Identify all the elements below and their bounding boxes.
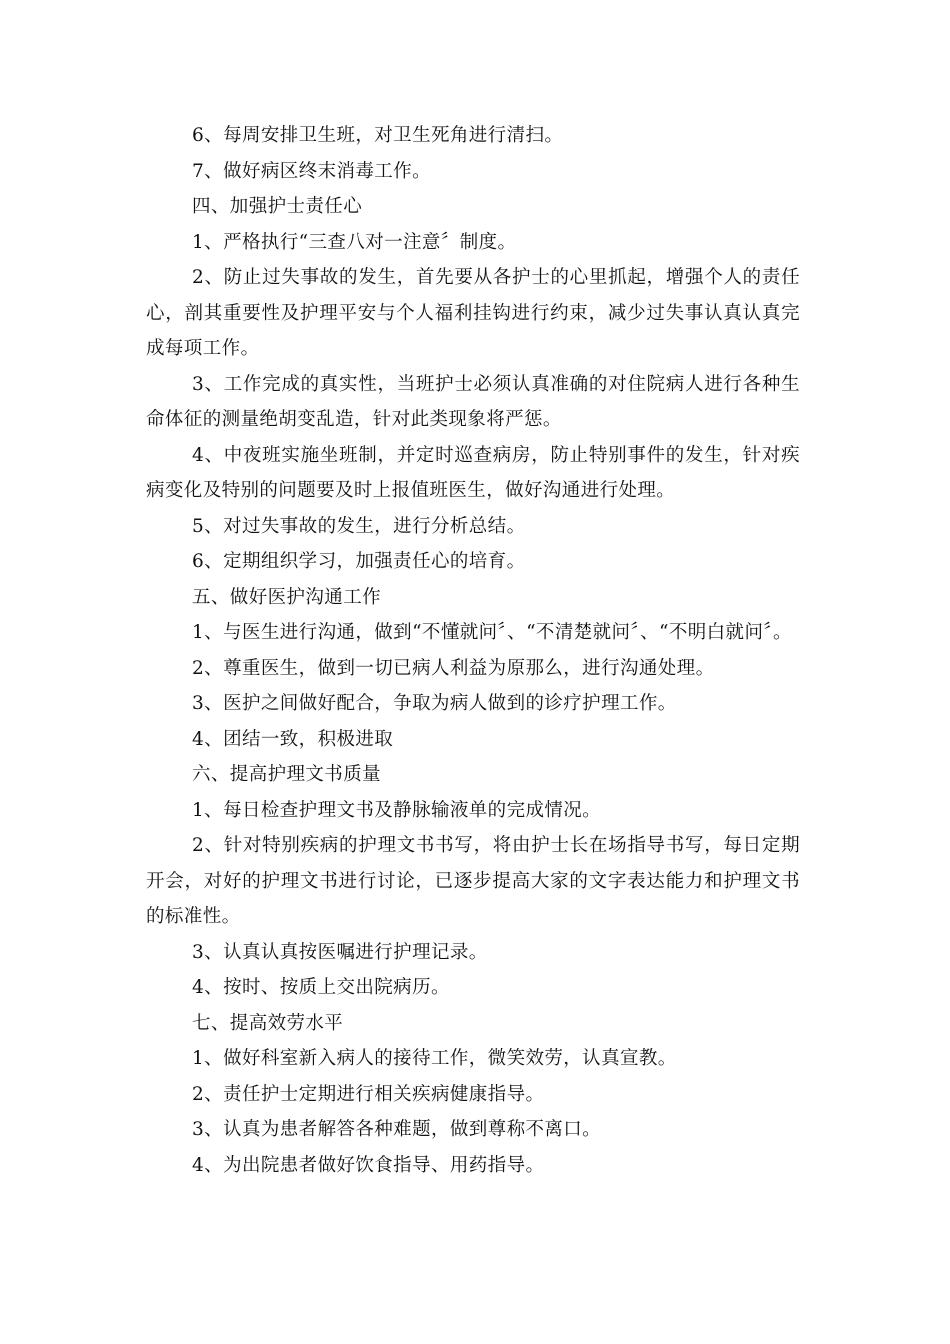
paragraph: 3、认真为患者解答各种难题，做到尊称不离口。 [192,1119,602,1140]
paragraph: 4、中夜班实施坐班制，并定时巡查病房，防止特别事件的发生，针对疾病变化及特别的问题要及时上报值班医生，做好沟通进行处理。 [146,444,800,501]
paragraph: 2、责任护士定期进行相关疾病健康指导。 [192,1083,545,1105]
paragraph: 4、团结一致，积极进取 [192,728,394,750]
paragraph: 5、对过失事故的发生，进行分析总结。 [192,515,526,537]
section-heading: 六、提高护理文书质量 [192,764,382,785]
paragraph: 4、为出院患者做好饮食指导、用药指导。 [192,1154,545,1176]
paragraph: 4、按时、按质上交出院病历。 [192,977,450,998]
paragraph: 3、医护之间做好配合，争取为病人做到的诊疗护理工作。 [192,693,677,714]
paragraph: 7、做好病区终末消毒工作。 [192,160,431,182]
paragraph: 2、尊重医生，做到一切已病人利益为原那么，进行沟通处理。 [192,657,715,679]
paragraph: 1、与医生进行沟通，做到“不懂就问〞、“不清楚就问〞、“不明白就问〞。 [192,622,792,643]
section-heading: 四、加强护士责任心 [192,196,363,217]
section-heading: 五、做好医护沟通工作 [192,586,382,608]
paragraph: 6、每周安排卫生班，对卫生死角进行清扫。 [192,125,564,146]
paragraph: 3、认真认真按医嘱进行护理记录。 [192,941,488,963]
paragraph: 1、严格执行“三查八对一注意〞制度。 [192,231,517,253]
paragraph: 1、每日检查护理文书及静脉输液单的完成情况。 [192,799,602,821]
paragraph: 3、工作完成的真实性，当班护士必须认真准确的对住院病人进行各种生命体征的测量绝胡变乱造，针对此类现象将严惩。 [146,373,800,430]
document-body [146,118,800,1183]
paragraph: 2、防止过失事故的发生，首先要从各护士的心里抓起，增强个人的责任心，剖其重要性及护理平安与个人福利挂钩进行约束，减少过失事认真认真完成每项工作。 [146,267,800,359]
paragraph: 2、针对特别疾病的护理文书书写，将由护士长在场指导书写，每日定期开会，对好的护理文书进行讨论，已逐步提高大家的文字表达能力和护理文书的标准性。 [146,835,800,927]
section-heading: 七、提高效劳水平 [192,1012,344,1034]
paragraph: 1、做好科室新入病人的接待工作，微笑效劳，认真宣教。 [192,1048,677,1069]
paragraph: 6、定期组织学习，加强责任心的培育。 [192,551,526,572]
